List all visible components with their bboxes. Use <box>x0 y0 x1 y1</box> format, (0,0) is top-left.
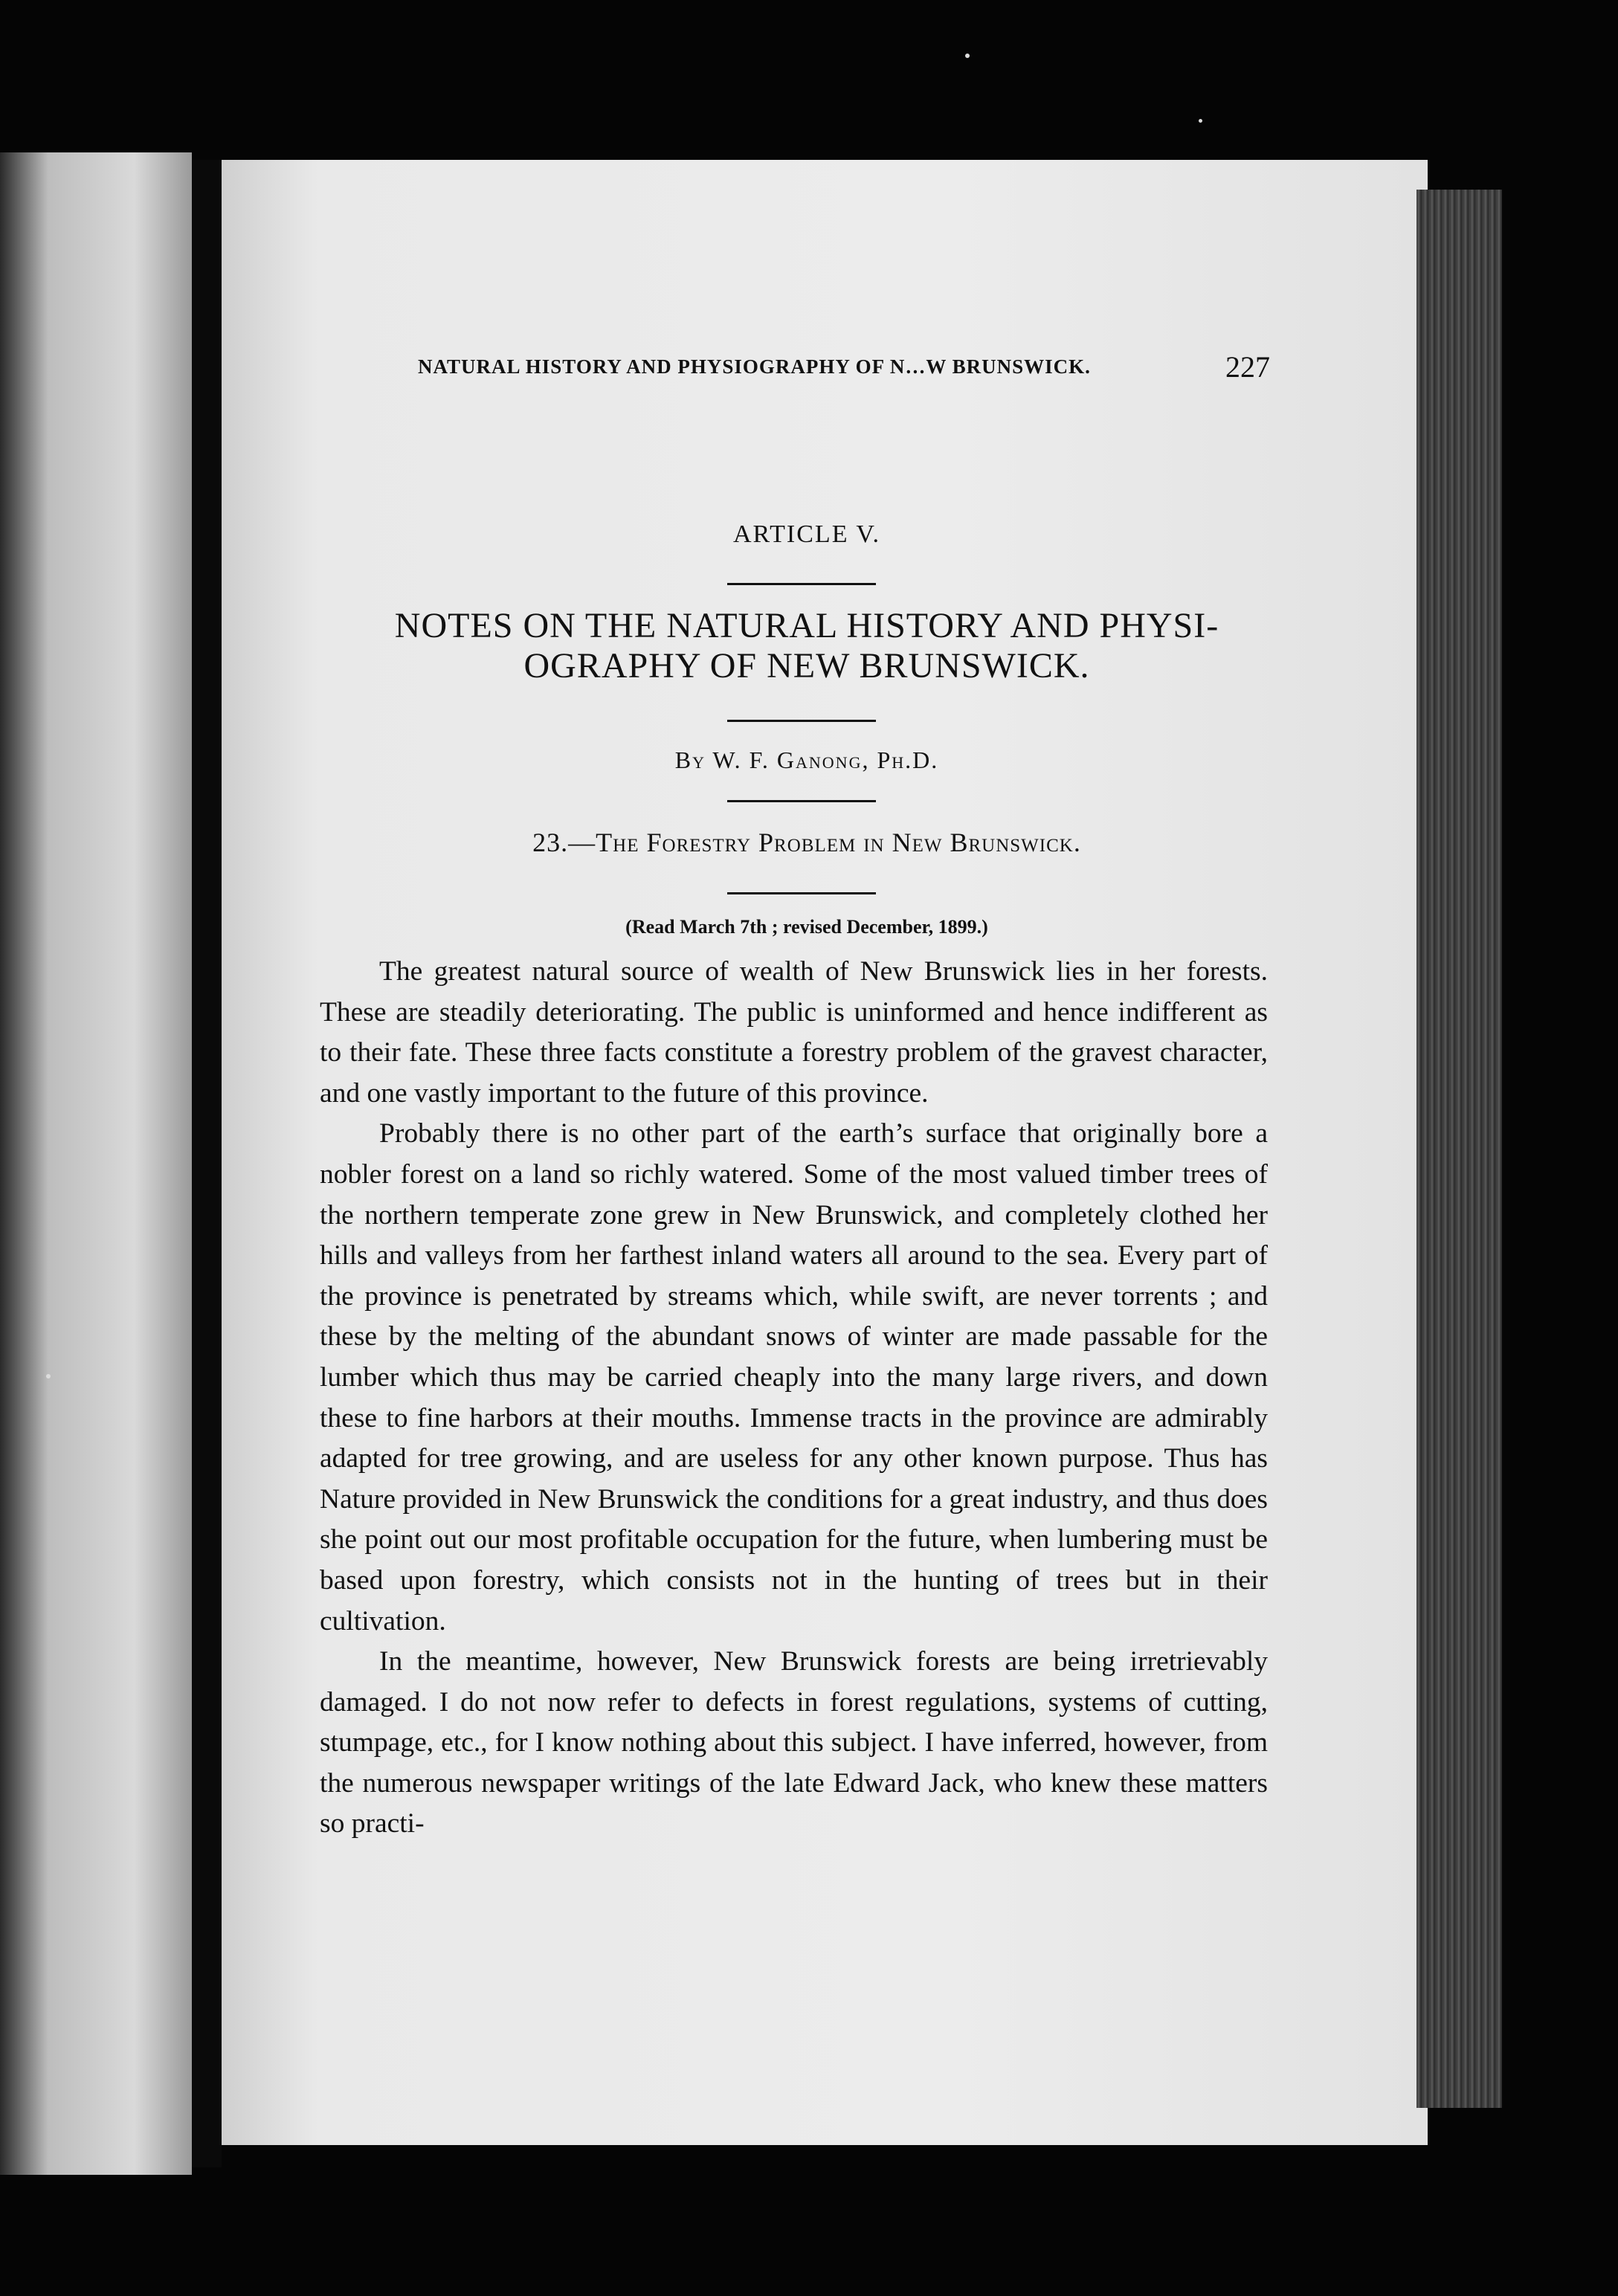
body-paragraph: Probably there is no other part of the earth’s surface that originally bore a nobler forest on a land so richly watered. Some of the most valued timber trees of the northern temperate zone grew in New Brunswick, and completely clothed her hills and valleys from her farthest inland waters all around to the sea. Every part of the province is penetrated by streams which, while swift, are never torrents ; and these by the melting of the abundant snows of winter are made passable for the lumber which thus may be carried cheaply into the many large rivers, and down these to fine harbors at their mouths. Immense tracts in the province are admirably adapted for tree growing, and are useless for any other known purpose. Thus has Nature provided in New Brunswick the conditions for a great industry, and thus does she point out our most profitable occupation for the future, when lumbering must be based upon forestry, which consists not in the hunting of trees but in their cultivation. <box>320 1118 1268 1636</box>
page-stack-edges <box>1416 190 1502 2108</box>
article-title <box>327 606 1286 686</box>
rule-divider <box>727 720 876 722</box>
author-byline: By W. F. Ganong, Ph.D. <box>674 746 939 773</box>
article-body <box>320 952 1268 1845</box>
body-paragraph: In the meantime, however, New Brunswick forests are being irretrievably damaged. I do not now refer to defects in forest regulations, systems of cutting, stumpage, etc., for I know nothing about this subject. I have inferred, however, from the numerous newspaper writings of the late Edward Jack, who knew these matters so practi- <box>320 1646 1268 1839</box>
article-label: ARTICLE V. <box>732 520 881 548</box>
article-title-line-2: OGRAPHY OF NEW BRUNSWICK. <box>523 646 1090 686</box>
page-number: 227 <box>1225 350 1270 384</box>
book-gutter <box>192 160 222 2167</box>
facing-page-edge <box>0 152 192 2175</box>
body-paragraph: The greatest natural source of wealth of New Brunswick lies in her forests. These are steadily deteriorating. The public is uninformed and hence indifferent as to their fate. These three facts constitute a forestry problem of the gravest character, and one vastly important to the future of this province. <box>320 956 1268 1109</box>
article-title-line-1: NOTES ON THE NATURAL HISTORY AND PHYSI- <box>394 606 1219 645</box>
read-date-note: (Read March 7th ; revised December, 1899.) <box>625 916 988 938</box>
rule-divider <box>727 800 876 802</box>
rule-divider <box>727 583 876 585</box>
running-head: NATURAL HISTORY AND PHYSIOGRAPHY OF N…W BRUNSWICK. <box>418 355 1091 378</box>
rule-divider <box>727 892 876 894</box>
section-heading: 23.—The Forestry Problem in New Brunswick. <box>532 828 1081 857</box>
